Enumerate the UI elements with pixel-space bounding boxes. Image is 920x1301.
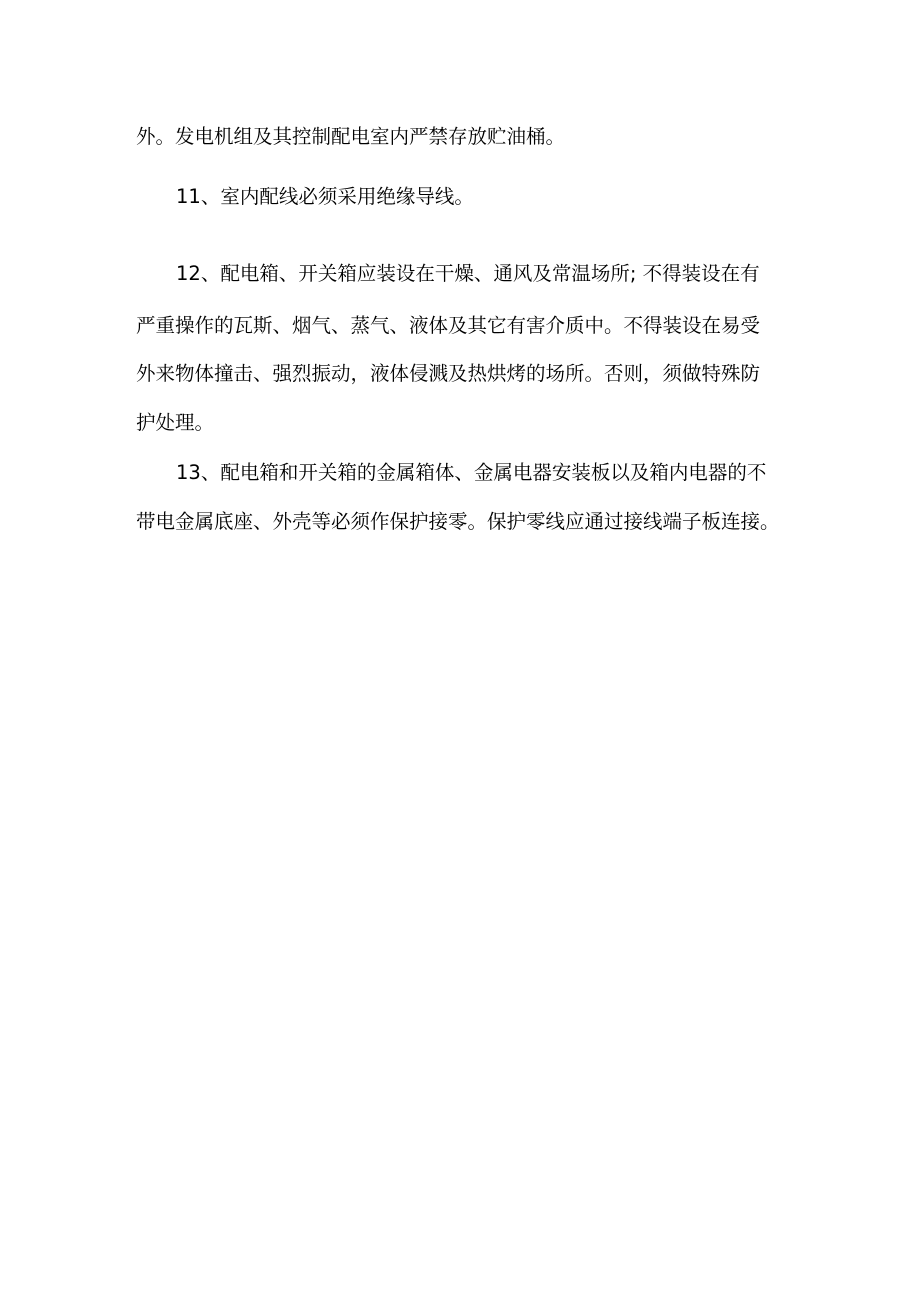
text-line: 外。发电机组及其控制配电室内严禁存放贮油桶。 (136, 125, 566, 148)
text-line: 严重操作的瓦斯、烟气、蒸气、液体及其它有害介质中。不得装设在易受 (136, 314, 761, 337)
text-line: 11、室内配线必须采用绝缘导线。 (176, 185, 474, 208)
text-line: 护处理。 (136, 411, 215, 434)
text-line: 12、配电箱、开关箱应装设在干燥、通风及常温场所; 不得装设在有 (176, 262, 760, 285)
text-line: 外来物体撞击、强烈振动，液体侵溅及热烘烤的场所。否则，须做特殊防 (136, 362, 761, 385)
text-line: 带电金属底座、外壳等必须作保护接零。保护零线应通过接线端子板连接。 (136, 510, 780, 533)
text-line: 13、配电箱和开关箱的金属箱体、金属电器安装板以及箱内电器的不 (176, 461, 767, 484)
